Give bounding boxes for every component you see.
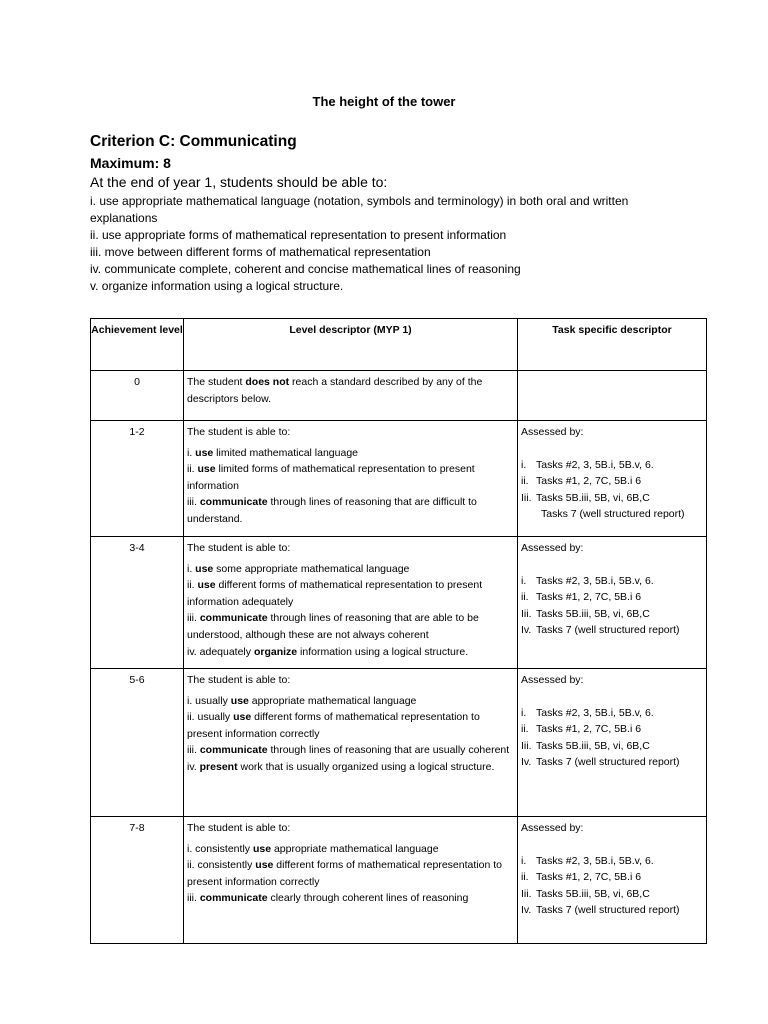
objective-item: i. use appropriate mathematical language (notation, symbols and terminology) in both oral and written explanations (90, 194, 629, 225)
descriptor-text: ii. consistently (187, 859, 256, 872)
objective-item: v. organize information using a logical structure. (90, 279, 344, 293)
descriptor-lead: The student is able to: (187, 542, 291, 554)
task-item-number: ii. (521, 723, 529, 736)
task-item-number: ii. (521, 591, 529, 604)
descriptor-keyword: use (197, 579, 216, 592)
descriptor-text: iii. (187, 892, 200, 905)
descriptor-text: ii. (187, 579, 198, 592)
level-descriptor-cell (184, 669, 518, 817)
level-descriptor-cell (184, 817, 518, 944)
descriptor-text: through lines of reasoning that are difficult to understand. (187, 496, 477, 525)
objective-item: ii. use appropriate forms of mathematical representation to present information (90, 228, 507, 242)
task-item-text: Tasks #2, 3, 5B.i, 5B.v, 6. (536, 706, 654, 719)
task-lead: Assessed by: (521, 542, 584, 554)
task-item (521, 606, 703, 623)
task-item (521, 721, 703, 738)
descriptor-lead: The student is able to: (187, 822, 291, 834)
task-item (521, 473, 703, 490)
intro-text: At the end of year 1, students should be able to: (90, 174, 388, 190)
task-item-number: i. (521, 706, 527, 719)
task-item-number: i. (521, 574, 527, 587)
task-item-text: Tasks #2, 3, 5B.i, 5B.v, 6. (536, 854, 654, 867)
task-item-text: Tasks 7 (well structured report) (536, 756, 680, 769)
descriptor-text: through lines of reasoning that are usually coherent (267, 744, 510, 757)
task-item (521, 853, 703, 870)
descriptor-keyword: present (199, 760, 238, 773)
task-item-text: Tasks #2, 3, 5B.i, 5B.v, 6. (536, 458, 654, 471)
descriptor-text: i. (187, 446, 196, 459)
descriptor-text: some appropriate mathematical language (213, 562, 410, 575)
descriptor-keyword: use (233, 711, 252, 724)
task-item-number: ii. (521, 475, 529, 488)
descriptor-text: i. consistently (187, 842, 253, 855)
task-item-number: i. (521, 458, 527, 471)
descriptor-text: ii. (187, 463, 198, 476)
achievement-level-cell: 3-4 (91, 537, 184, 669)
descriptor-text: different forms of mathematical representation to present information correctly (187, 711, 480, 740)
task-item (521, 457, 703, 474)
descriptor-text: iv. adequately (187, 645, 254, 658)
descriptor-text: different forms of mathematical representation to present information correctly (187, 859, 502, 888)
descriptor-text: The student (187, 376, 246, 388)
descriptor-text: work that is usually organized using a logical structure. (237, 760, 495, 773)
task-item-text: Tasks 5B.iii, 5B, vi, 6B,C (536, 739, 650, 752)
task-item (521, 705, 703, 722)
task-item-number: Iv. (521, 624, 532, 637)
task-item (521, 902, 703, 919)
achievement-level-cell: 1-2 (91, 421, 184, 537)
descriptor-keyword: communicate (199, 496, 268, 509)
table-header-row (91, 319, 707, 371)
objective-item: iii. move between different forms of mathematical representation (90, 245, 431, 259)
task-item (521, 506, 703, 523)
descriptor-text: appropriate mathematical language (271, 842, 439, 855)
task-item-number: Iv. (521, 904, 532, 917)
descriptor-lead: The student is able to: (187, 426, 291, 438)
task-item-text: Tasks #1, 2, 7C, 5B.i 6 (536, 475, 642, 488)
descriptor-line (187, 561, 514, 578)
task-item (521, 886, 703, 903)
task-item-text: Tasks 5B.iii, 5B, vi, 6B,C (536, 607, 650, 620)
task-item-number: Iv. (521, 756, 532, 769)
descriptor-line (187, 693, 514, 710)
descriptor-text: iii. (187, 744, 200, 757)
descriptor-keyword: communicate (199, 744, 268, 757)
task-item-text: Tasks 7 (well structured report) (541, 508, 685, 521)
descriptor-line (187, 577, 514, 610)
task-lead: Assessed by: (521, 426, 584, 438)
descriptor-line (187, 857, 514, 890)
descriptor-keyword: use (195, 562, 214, 575)
descriptor-keyword: organize (253, 645, 298, 658)
descriptor-keyword: use (230, 694, 249, 707)
task-item-text: Tasks #1, 2, 7C, 5B.i 6 (536, 723, 642, 736)
descriptor-text: clearly through coherent lines of reasoning (267, 892, 469, 905)
task-item-number: Iii. (521, 887, 532, 900)
descriptor-text: ii. usually (187, 711, 234, 724)
descriptor-lead: The student is able to: (187, 674, 291, 686)
maximum-score: Maximum: 8 (90, 155, 171, 171)
descriptor-text: information using a logical structure. (297, 645, 469, 658)
document-title: The height of the tower (312, 94, 456, 109)
rubric-table (90, 318, 707, 944)
descriptor-line (187, 494, 514, 527)
descriptor-text: iii. (187, 496, 200, 509)
achievement-level-cell: 7-8 (91, 817, 184, 944)
table-row (91, 371, 707, 421)
descriptor-text: appropriate mathematical language (248, 694, 417, 707)
achievement-level-cell: 5-6 (91, 669, 184, 817)
descriptor-line (187, 644, 514, 661)
descriptor-line (187, 742, 514, 759)
descriptor-keyword: use (252, 842, 272, 855)
task-item-number: Iii. (521, 739, 532, 752)
task-item-text: Tasks 7 (well structured report) (536, 624, 680, 637)
descriptor-line (187, 709, 514, 742)
task-descriptor-cell (518, 817, 707, 944)
task-item-text: Tasks 5B.iii, 5B, vi, 6B,C (536, 887, 650, 900)
descriptor-keyword: communicate (199, 892, 268, 905)
level-descriptor-cell (184, 371, 518, 421)
table-row (91, 669, 707, 817)
descriptor-text: different forms of mathematical representation to present information adequately (187, 579, 483, 608)
header-level-descriptor: Level descriptor (MYP 1) (184, 319, 518, 371)
level-descriptor-cell (184, 537, 518, 669)
descriptor-line (187, 445, 514, 462)
criterion-heading: Criterion C: Communicating (90, 133, 297, 150)
descriptor-line (187, 461, 514, 494)
table-row (91, 537, 707, 669)
descriptor-line (187, 759, 514, 776)
task-item-number: Iii. (521, 607, 532, 620)
table-row (91, 817, 707, 944)
task-descriptor-cell (518, 537, 707, 669)
task-item-number: Iii. (521, 491, 532, 504)
descriptor-text: i. (187, 562, 196, 575)
descriptor-line (187, 841, 514, 858)
task-descriptor-cell (518, 371, 707, 421)
descriptor-text: limited forms of mathematical representation to present information (187, 463, 475, 492)
level-descriptor-cell (184, 421, 518, 537)
task-item-text: Tasks #2, 3, 5B.i, 5B.v, 6. (536, 574, 654, 587)
descriptor-text: through lines of reasoning that are able to be understood, although these are not always coherent (187, 612, 479, 641)
task-item (521, 869, 703, 886)
descriptor-keyword: use (195, 446, 214, 459)
descriptor-keyword: communicate (199, 612, 268, 625)
task-item-number: ii. (521, 871, 529, 884)
task-item (521, 490, 703, 507)
task-lead: Assessed by: (521, 822, 584, 834)
descriptor-text: iii. (187, 612, 200, 625)
achievement-level-cell: 0 (91, 371, 184, 421)
task-item-text: Tasks #1, 2, 7C, 5B.i 6 (536, 591, 642, 604)
task-item (521, 622, 703, 639)
descriptor-text: limited mathematical language (213, 446, 359, 459)
objective-item: iv. communicate complete, coherent and concise mathematical lines of reasoning (90, 262, 521, 276)
task-item-text: Tasks 5B.iii, 5B, vi, 6B,C (536, 491, 650, 504)
objectives-list (90, 193, 680, 295)
descriptor-line (187, 374, 514, 407)
header-achievement-level: Achievement level (91, 319, 184, 371)
task-item (521, 738, 703, 755)
header-task-descriptor: Task specific descriptor (518, 319, 707, 371)
task-item-text: Tasks #1, 2, 7C, 5B.i 6 (536, 871, 642, 884)
descriptor-keyword: use (197, 463, 216, 476)
descriptor-keyword: use (255, 859, 274, 872)
descriptor-text: iv. (187, 760, 200, 773)
descriptor-text: i. usually (187, 694, 231, 707)
task-item-text: Tasks 7 (well structured report) (536, 904, 680, 917)
task-item (521, 589, 703, 606)
task-lead: Assessed by: (521, 674, 584, 686)
table-row (91, 421, 707, 537)
task-item (521, 754, 703, 771)
task-item-number: i. (521, 854, 527, 867)
descriptor-text: reach a standard described by any of the descriptors below. (187, 376, 483, 405)
task-item (521, 573, 703, 590)
descriptor-line (187, 890, 514, 907)
descriptor-line (187, 610, 514, 643)
task-descriptor-cell (518, 421, 707, 537)
task-descriptor-cell (518, 669, 707, 817)
descriptor-keyword: does not (245, 376, 290, 388)
